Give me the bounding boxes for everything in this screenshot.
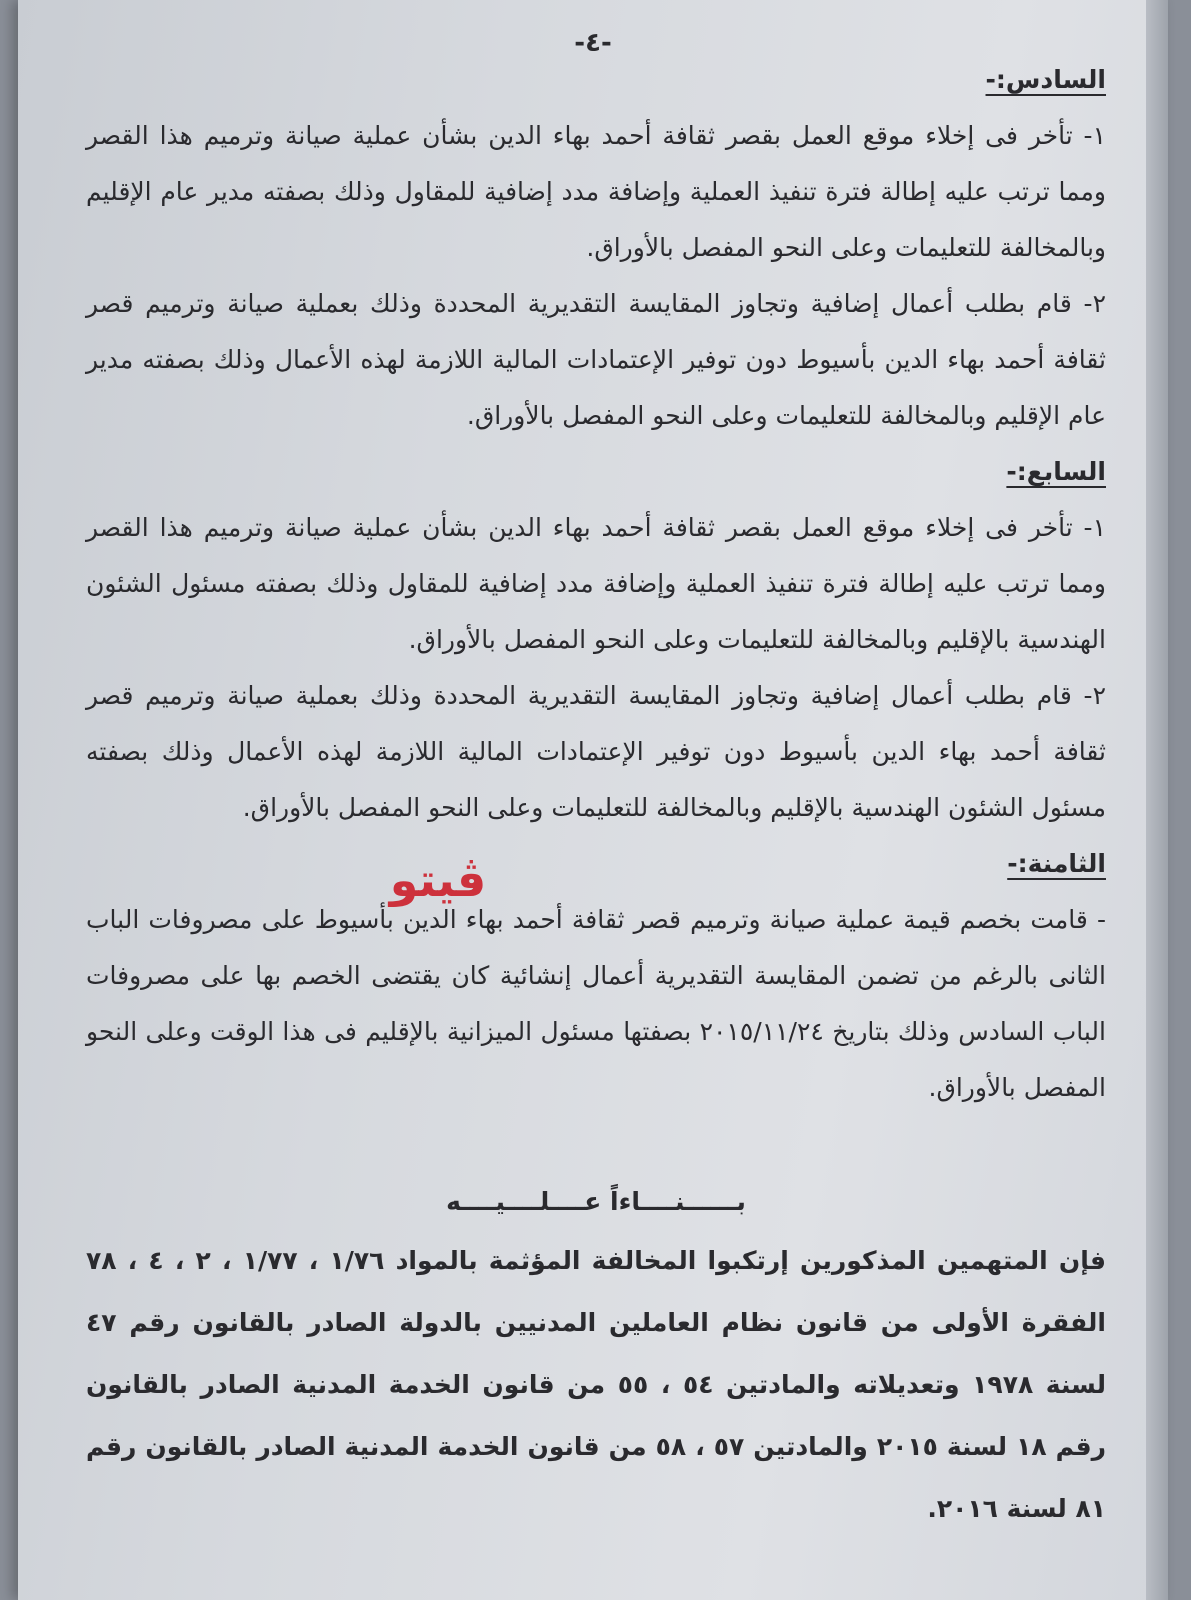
paragraph: ١- تأخر فى إخلاء موقع العمل بقصر ثقافة أحمد بهاء الدين بشأن عملية صيانة وترميم هذا القصر ومما ترتب عليه إطالة فترة تنفيذ العملية وإضافة مدد إضافية للمقاول وذلك بصفته مسئول الشئون الهندسية بالإقليم وبالمخالفة للتعليمات وعلى النحو المفصل بالأوراق. xyxy=(86,513,1106,654)
page-edge xyxy=(1146,0,1168,1600)
section-heading-sixth xyxy=(86,52,1106,108)
paragraph: ٢- قام بطلب أعمال إضافية وتجاوز المقايسة التقديرية المحددة وذلك بعملية صيانة وترميم قصر ثقافة أحمد بهاء الدين بأسيوط دون توفير الإعتمادات المالية اللازمة لهذه الأعمال وذلك بصفته مدير عام الإقليم وبالمخالفة للتعليمات وعلى النحو المفصل بالأوراق. xyxy=(86,289,1106,430)
section-heading-seventh xyxy=(86,444,1106,500)
svg-text:ڤيتو: ڤيتو xyxy=(389,853,487,907)
conclusion-title: بــــــنــــاءاً عــــلــــيــــه xyxy=(446,1187,746,1216)
page-number: -٤- xyxy=(574,28,612,58)
paragraph: ١- تأخر فى إخلاء موقع العمل بقصر ثقافة أحمد بهاء الدين بشأن عملية صيانة وترميم هذا القصر ومما ترتب عليه إطالة فترة تنفيذ العملية وإضافة مدد إضافية للمقاول وذلك بصفته مدير عام الإقليم وبالمخالفة للتعليمات وعلى النحو المفصل بالأوراق. xyxy=(86,121,1106,262)
section-heading-text: السابع:- xyxy=(1006,457,1106,486)
paragraph: ٢- قام بطلب أعمال إضافية وتجاوز المقايسة التقديرية المحددة وذلك بعملية صيانة وترميم قصر ثقافة أحمد بهاء الدين بأسيوط دون توفير الإعتمادات المالية اللازمة لهذه الأعمال وذلك بصفته مسئول الشئون الهندسية بالإقليم وبالمخالفة للتعليمات وعلى النحو المفصل بالأوراق. xyxy=(86,681,1106,822)
paragraph: - قامت بخصم قيمة عملية صيانة وترميم قصر ثقافة أحمد بهاء الدين بأسيوط على مصروفات الباب الثانى بالرغم من تضمن المقايسة التقديرية أعمال إنشائية كان يقتضى الخصم بها على مصروفات الباب السادس وذلك بتاريخ ٢٠١٥/١١/٢٤ بصفتها مسئول الميزانية بالإقليم فى هذا الوقت وعلى النحو المفصل بالأوراق. xyxy=(86,905,1106,1102)
section-heading-text: الثامنة:- xyxy=(1007,849,1106,878)
section-heading-text: السادس:- xyxy=(985,65,1106,94)
section-heading-eighth xyxy=(86,836,1106,892)
document-body xyxy=(86,52,1106,1540)
document-page xyxy=(18,0,1168,1600)
conclusion-paragraph: فإن المتهمين المذكورين إرتكبوا المخالفة المؤثمة بالمواد ١/٧٦ ، ١/٧٧ ، ٢ ، ٤ ، ٧٨ الفقرة الأولى من قانون نظام العاملين المدنيين بالدولة الصادر بالقانون رقم ٤٧ لسنة ١٩٧٨ وتعديلاته والمادتين ٥٤ ، ٥٥ من قانون الخدمة المدنية الصادر بالقانون رقم ١٨ لسنة ٢٠١٥ والمادتين ٥٧ ، ٥٨ من قانون الخدمة المدنية الصادر بالقانون رقم ٨١ لسنة ٢٠١٦. xyxy=(86,1246,1107,1523)
